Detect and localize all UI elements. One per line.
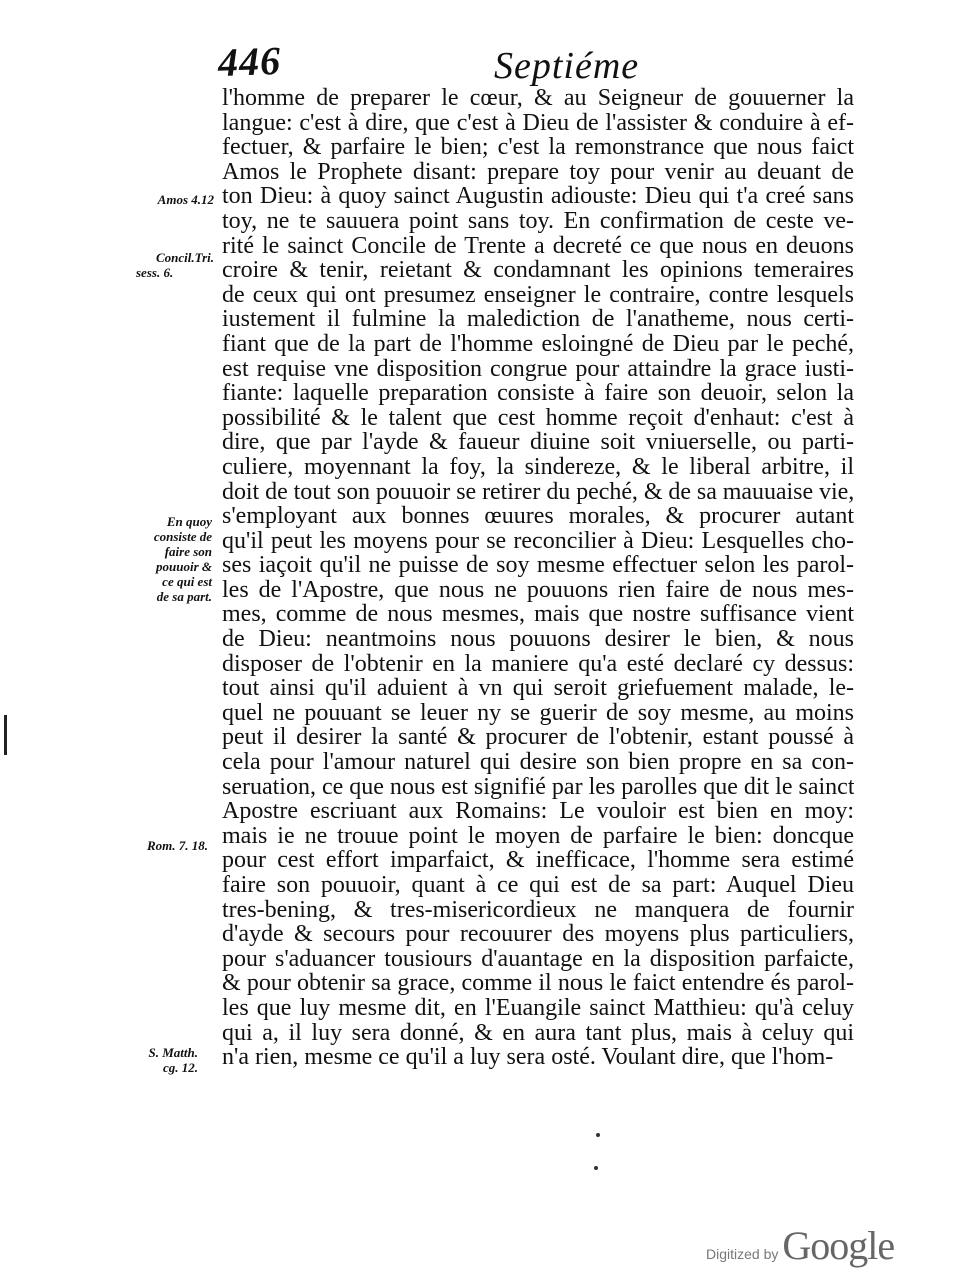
running-title: Septiéme xyxy=(494,45,640,87)
text-line: cela pour l'amour naturel qui desire son bien propre en sa con- xyxy=(222,750,854,775)
text-line: fiant que de la part de l'homme esloingné de Dieu par le peché, xyxy=(222,331,854,357)
text-line: tout ainsi qu'il aduient à vn qui seroit griefuement malade, le- xyxy=(222,676,854,701)
text-line: qui a, il luy sera donné, & en aura tant plus, mais à celuy qui xyxy=(222,1020,854,1046)
page-edge-mark xyxy=(4,715,7,755)
margin-note-line: Concil.Tri. xyxy=(155,250,214,265)
margin-note-line: cg. 12. xyxy=(162,1060,198,1075)
margin-note-line: Rom. 7. 18. xyxy=(146,838,208,853)
text-line: pour cest effort imparfaict, & inefficace, l'homme sera estimé xyxy=(222,848,854,873)
ink-speck xyxy=(594,1166,598,1170)
text-line: mes, comme de nous mesmes, mais que nostre suffisance vient xyxy=(222,602,854,628)
body-text xyxy=(222,86,854,1070)
text-line: langue: c'est à dire, que c'est à Dieu de l'assister & conduire à ef- xyxy=(222,110,854,136)
margin-note-line: En quoy xyxy=(166,514,212,529)
margin-note-rom xyxy=(124,838,208,853)
margin-note-en-quoy xyxy=(128,514,212,604)
digitized-watermark xyxy=(706,1222,894,1269)
ink-speck xyxy=(596,1133,600,1137)
text-line: doit de tout son pouuoir se retirer du peché, & de sa mauuaise vie, xyxy=(222,479,854,505)
text-line: de ceux qui ont presumez enseigner le contraire, contre lesquels xyxy=(222,282,854,308)
text-line: disposer de l'obtenir en la maniere qu'a esté declaré cy dessus: xyxy=(222,651,854,677)
margin-note-line: S. Matth. xyxy=(148,1045,198,1060)
margin-note-line: Amos 4.12 xyxy=(157,192,214,207)
margin-note-line: pouuoir & xyxy=(156,559,212,574)
text-line: s'employant aux bonnes œuures morales, & procurer autant xyxy=(222,504,854,529)
text-line: faire son pouuoir, quant à ce qui est de sa part: Auquel Dieu xyxy=(222,873,854,898)
text-line: peut il desirer la santé & procurer de l'obtenir, estant poussé à xyxy=(222,725,854,751)
google-logo: Google xyxy=(782,1223,895,1268)
text-line: l'homme de preparer le cœur, & au Seigneur de gouuerner la xyxy=(222,86,854,111)
text-line: tres-bening, & tres-misericordieux ne manquera de fournir xyxy=(222,897,854,923)
text-line: & pour obtenir sa grace, comme il nous le faict entendre és parol- xyxy=(222,971,854,996)
text-line: croire & tenir, reietant & condamnant les opinions temeraires xyxy=(222,258,854,283)
text-line: quel ne pouuant se leuer ny se guerir de soy mesme, au moins xyxy=(222,700,854,726)
text-line: seruation, ce que nous est signifié par les parolles que dit le sainct xyxy=(222,774,854,800)
text-line: dire, que par l'ayde & faueur diuine soit vniuerselle, ou parti- xyxy=(222,430,854,455)
text-line: Apostre escriuant aux Romains: Le vouloir est bien en moy: xyxy=(222,799,854,824)
text-line: n'a rien, mesme ce qu'il a luy sera osté. Voulant dire, que l'hom- xyxy=(222,1045,834,1070)
margin-note-matth xyxy=(114,1045,198,1075)
margin-note-line: sess. 6. xyxy=(136,265,174,280)
margin-note-line: consiste de xyxy=(153,529,212,544)
margin-note-line: faire son xyxy=(164,544,212,559)
text-line: mais ie ne trouue point le moyen de parfaire le bien: doncque xyxy=(222,823,854,849)
margin-note-concile xyxy=(130,250,214,280)
text-line: Amos le Prophete disant: prepare toy pour venir au deuant de xyxy=(222,159,854,185)
text-line: ses iaçoit qu'il ne puisse de soy mesme effectuer selon les parol- xyxy=(222,553,854,578)
text-line: est requise vne disposition congrue pour attaindre la grace iusti- xyxy=(222,356,854,382)
text-line: les que luy mesme dit, en l'Euangile sainct Matthieu: qu'à celuy xyxy=(222,995,854,1021)
text-line: de Dieu: neantmoins nous pouuons desirer le bien, & nous xyxy=(222,627,854,652)
page-number: 446 xyxy=(217,37,282,86)
text-line: rité le sainct Concile de Trente a decreté ce que nous en deuons xyxy=(222,233,854,259)
margin-note-line: de sa part. xyxy=(156,589,212,604)
text-line: culiere, moyennant la foy, la sindereze, & le liberal arbitre, il xyxy=(222,454,854,480)
text-line: iustement il fulmine la malediction de l'anatheme, nous certi- xyxy=(222,307,854,332)
text-line: pour s'aduancer tousiours d'auantage en la disposition parfaicte, xyxy=(222,946,854,972)
text-line: ton Dieu: à quoy sainct Augustin adiouste: Dieu qui t'a creé sans xyxy=(222,184,854,209)
margin-note-line: ce qui est xyxy=(162,574,212,589)
text-line: qu'il peut les moyens pour se reconcilier à Dieu: Lesquelles cho- xyxy=(222,528,854,554)
text-line: fiante: laquelle preparation consiste à faire son deuoir, selon la xyxy=(222,381,854,406)
text-line: toy, ne te sauuera point sans toy. En confirmation de ceste ve- xyxy=(222,208,854,234)
text-line: d'ayde & secours pour recouurer des moyens plus particuliers, xyxy=(222,922,854,947)
text-line: possibilité & le talent que cest homme reçoit d'enhaut: c'est à xyxy=(222,405,854,431)
margin-note-amos xyxy=(130,192,214,207)
watermark-prefix: Digitized by xyxy=(706,1246,779,1262)
text-line: les de l'Apostre, que nous ne pouuons rien faire de nous mes- xyxy=(222,577,854,603)
text-line: fectuer, & parfaire le bien; c'est la remonstrance que nous faict xyxy=(222,135,854,160)
